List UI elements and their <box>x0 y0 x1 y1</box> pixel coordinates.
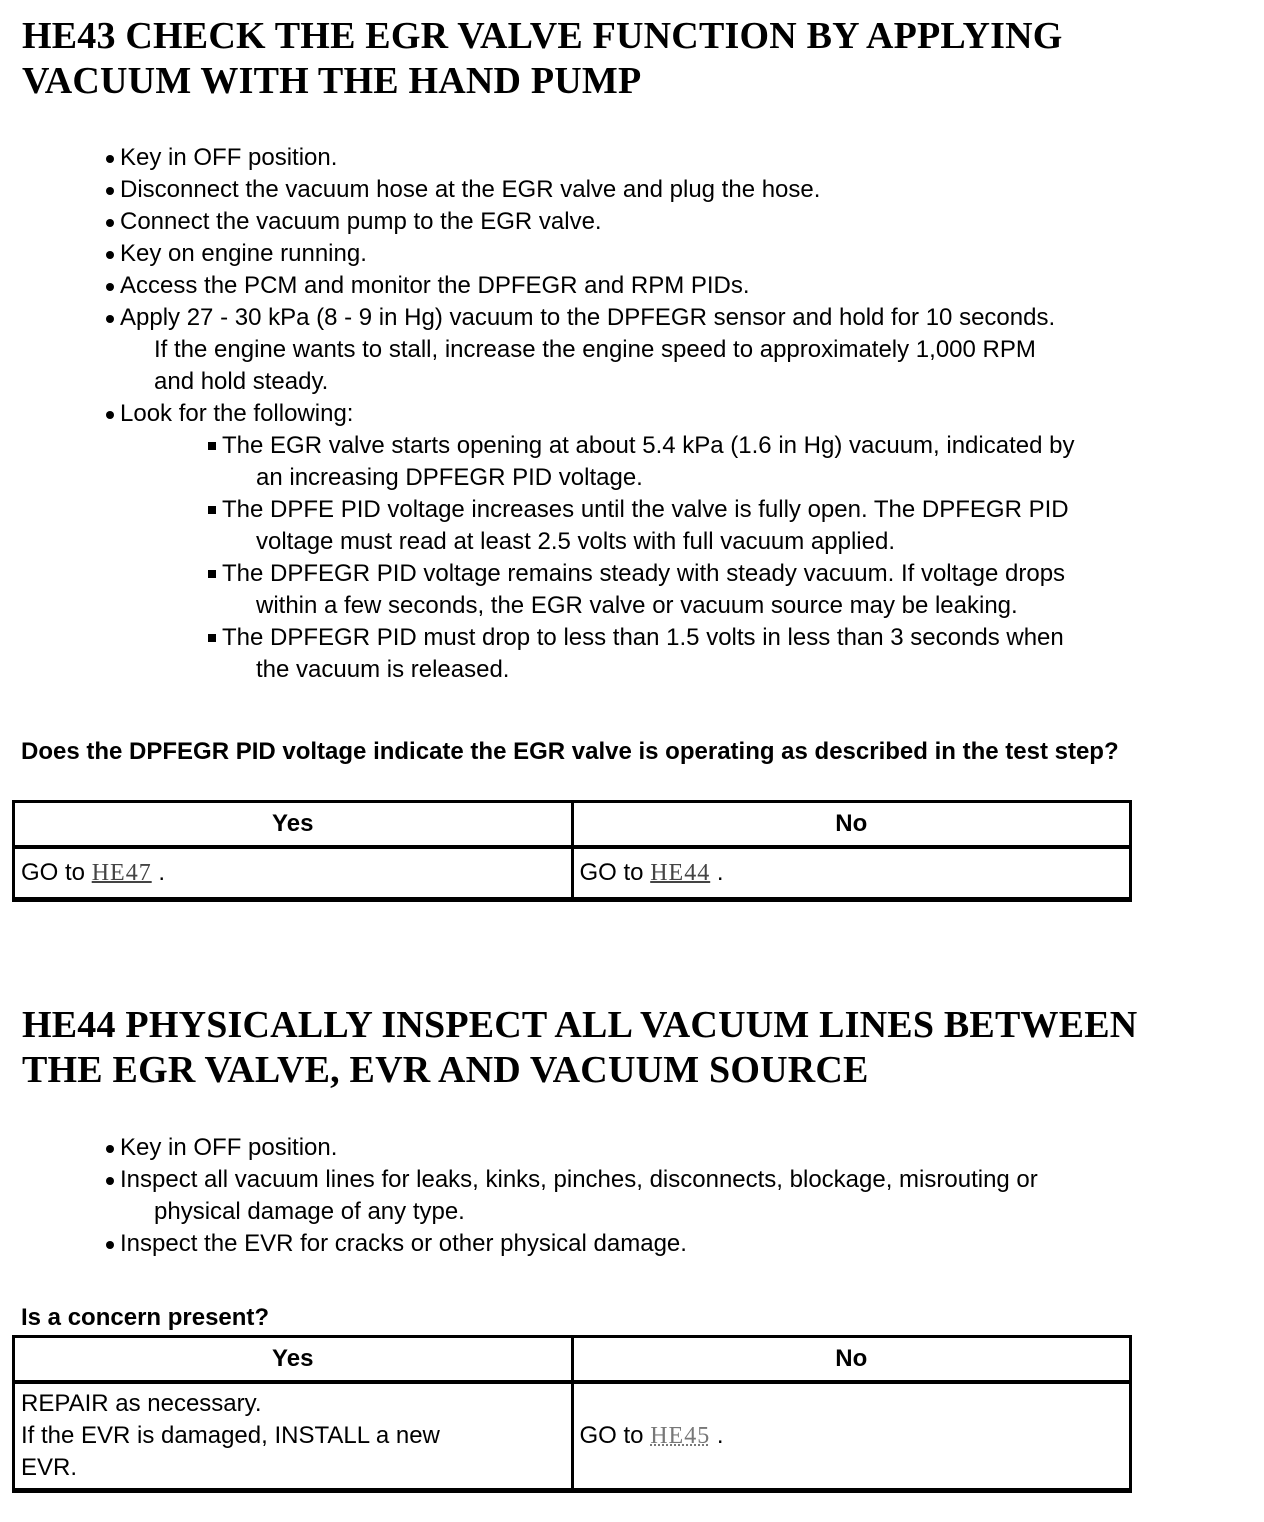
header-yes: Yes <box>14 1337 573 1383</box>
heading-line: HE44 PHYSICALLY INSPECT ALL VACUUM LINES BETWEEN <box>22 1004 1138 1046</box>
link-he45[interactable]: HE45 <box>650 1423 711 1449</box>
step-text-continued: physical damage of any type. <box>154 1198 465 1225</box>
step-text: Key in OFF position. <box>120 1134 338 1161</box>
step-text: Connect the vacuum pump to the EGR valve. <box>120 208 602 235</box>
list-item <box>104 398 1244 686</box>
period: . <box>151 859 166 886</box>
list-item <box>104 1228 1244 1260</box>
cell-yes <box>14 1382 573 1491</box>
bullet-icon <box>106 411 114 419</box>
step-text: Access the PCM and monitor the DPFEGR and RPM PIDs. <box>120 272 750 299</box>
bullet-icon <box>106 1241 114 1249</box>
bullet-icon <box>106 155 114 163</box>
goto-text: GO to <box>579 859 644 886</box>
cell-no <box>572 847 1131 900</box>
question-he44: Is a concern present? <box>21 1304 270 1331</box>
cell-yes <box>14 847 573 900</box>
table-header-row <box>14 1337 1131 1383</box>
sub-list-item <box>206 622 1244 686</box>
sub-step-text: The DPFEGR PID must drop to less than 1.5 volts in less than 3 seconds when <box>222 624 1064 651</box>
sub-step-list <box>120 430 1244 686</box>
cell-no <box>572 1382 1131 1491</box>
decision-table-he43 <box>12 800 1132 902</box>
table-header-row <box>14 802 1131 848</box>
sub-step-text: The DPFEGR PID voltage remains steady with steady vacuum. If voltage drops <box>222 560 1066 587</box>
heading-line: VACUUM WITH THE HAND PUMP <box>22 60 642 102</box>
step-text-continued: If the engine wants to stall, increase the engine speed to approximately 1,000 RPM <box>154 336 1036 363</box>
step-list-he44 <box>104 1132 1244 1260</box>
heading-line: HE43 CHECK THE EGR VALVE FUNCTION BY APPLYING <box>22 15 1063 57</box>
list-item <box>104 1164 1244 1228</box>
list-item <box>104 302 1244 398</box>
list-item <box>104 1132 1244 1164</box>
list-item <box>104 142 1244 174</box>
goto-text: GO to <box>21 859 86 886</box>
list-item <box>104 174 1244 206</box>
step-text: Key on engine running. <box>120 240 367 267</box>
step-text: Disconnect the vacuum hose at the EGR valve and plug the hose. <box>120 176 821 203</box>
list-item <box>104 238 1244 270</box>
header-yes: Yes <box>14 802 573 848</box>
bullet-icon <box>106 1145 114 1153</box>
sub-list-item <box>206 558 1244 622</box>
link-he47[interactable]: HE47 <box>91 860 152 886</box>
cell-text: EVR. <box>21 1454 78 1481</box>
question-he43: Does the DPFEGR PID voltage indicate the EGR valve is operating as described in the test step? <box>21 738 1119 765</box>
step-text: Apply 27 - 30 kPa (8 - 9 in Hg) vacuum to the DPFEGR sensor and hold for 10 seconds. <box>120 304 1056 331</box>
step-text: Inspect all vacuum lines for leaks, kinks, pinches, disconnects, blockage, misrouting or <box>120 1166 1038 1193</box>
header-no: No <box>572 802 1131 848</box>
square-bullet-icon <box>208 442 216 450</box>
sub-list-item <box>206 430 1244 494</box>
step-text-continued: and hold steady. <box>154 368 329 395</box>
step-text: Inspect the EVR for cracks or other physical damage. <box>120 1230 687 1257</box>
sub-step-text: The DPFE PID voltage increases until the valve is fully open. The DPFEGR PID <box>222 496 1069 523</box>
sub-step-text-continued: within a few seconds, the EGR valve or vacuum source may be leaking. <box>256 592 1018 619</box>
list-item <box>104 206 1244 238</box>
table-row <box>14 847 1131 900</box>
bullet-icon <box>106 315 114 323</box>
section-heading-he43 <box>22 14 1242 104</box>
period: . <box>710 859 724 886</box>
sub-step-text: The EGR valve starts opening at about 5.4 kPa (1.6 in Hg) vacuum, indicated by <box>222 432 1075 459</box>
goto-text: GO to <box>579 1422 644 1449</box>
list-item <box>104 270 1244 302</box>
step-list-he43 <box>104 142 1244 686</box>
square-bullet-icon <box>208 570 216 578</box>
square-bullet-icon <box>208 634 216 642</box>
sub-list-item <box>206 494 1244 558</box>
cell-text: REPAIR as necessary. <box>21 1390 262 1417</box>
section-heading-he44 <box>22 1003 1242 1093</box>
bullet-icon <box>106 283 114 291</box>
bullet-icon <box>106 251 114 259</box>
step-text: Look for the following: <box>120 400 354 427</box>
period: . <box>710 1422 724 1449</box>
sub-step-text-continued: voltage must read at least 2.5 volts with full vacuum applied. <box>256 528 895 555</box>
table-row <box>14 1382 1131 1491</box>
sub-step-text-continued: the vacuum is released. <box>256 656 510 683</box>
bullet-icon <box>106 187 114 195</box>
sub-step-text-continued: an increasing DPFEGR PID voltage. <box>256 464 643 491</box>
bullet-icon <box>106 219 114 227</box>
step-text: Key in OFF position. <box>120 144 338 171</box>
heading-line: THE EGR VALVE, EVR AND VACUUM SOURCE <box>22 1049 869 1091</box>
decision-table-he44 <box>12 1335 1132 1493</box>
bullet-icon <box>106 1177 114 1185</box>
cell-text: If the EVR is damaged, INSTALL a new <box>21 1422 440 1449</box>
link-he44[interactable]: HE44 <box>650 860 711 886</box>
header-no: No <box>572 1337 1131 1383</box>
square-bullet-icon <box>208 506 216 514</box>
